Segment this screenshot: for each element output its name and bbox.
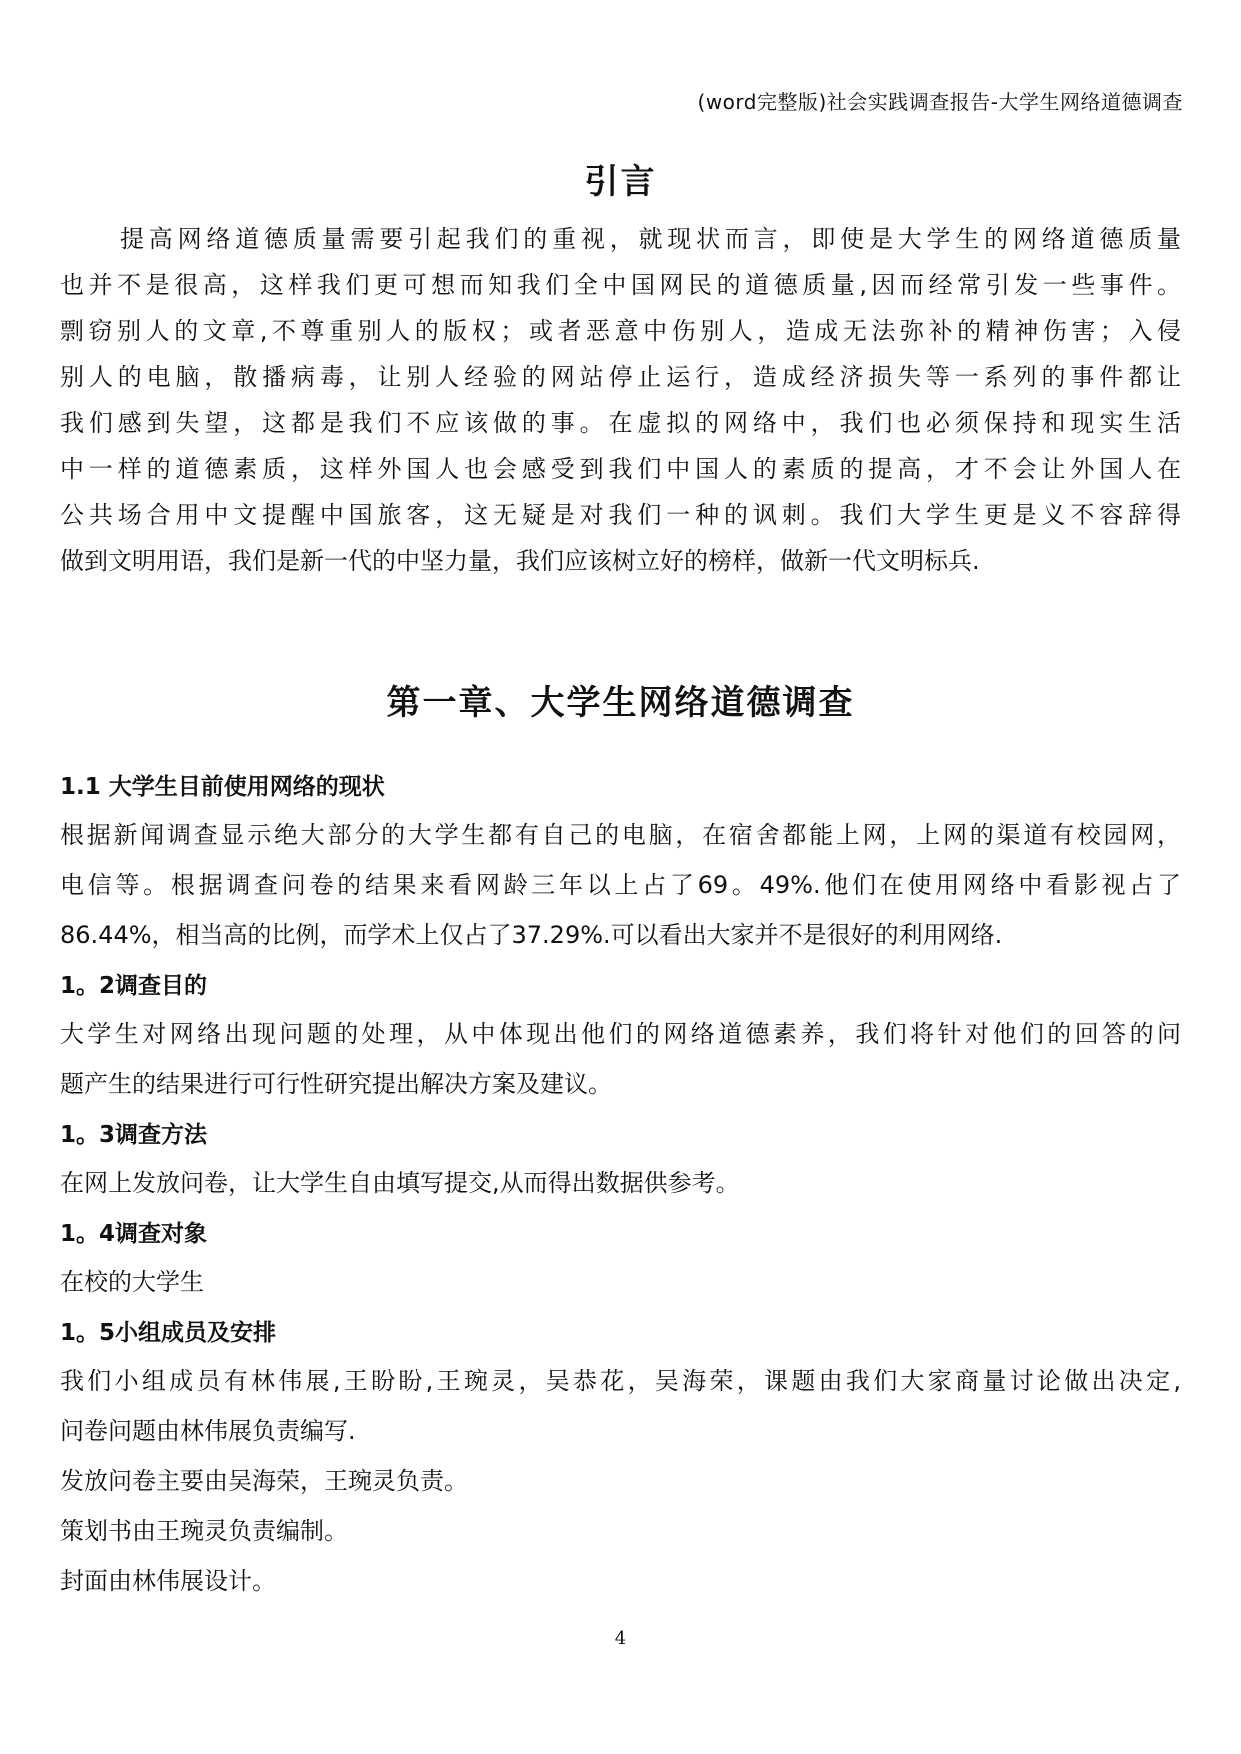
intro-paragraph-line: 也并不是很高，这样我们更可想而知我们全中国网民的道德质量,因而经常引发一些事件。: [60, 271, 1181, 299]
section-body-line: 我们小组成员有林伟展,王盼盼,王琬灵，吴恭花，吴海荣，课题由我们大家商量讨论做出决定,: [60, 1367, 1181, 1395]
intro-paragraph-line: 中一样的道德素质，这样外国人也会感受到我们中国人的素质的提高，才不会让外国人在: [60, 455, 1181, 483]
intro-title: 引言: [584, 162, 657, 202]
section-body-line: 电信等。根据调查问卷的结果来看网龄三年以上占了69。49%.他们在使用网络中看影视占了: [60, 871, 1181, 899]
intro-paragraph-line: 做到文明用语，我们是新一代的中坚力量，我们应该树立好的榜样，做新一代文明标兵.: [60, 547, 980, 575]
running-header: (word完整版)社会实践调查报告-大学生网络道德调查: [697, 90, 1183, 114]
section-heading: 1。2调查目的: [60, 973, 208, 999]
section-heading: 1。4调查对象: [60, 1221, 208, 1247]
section-body-line: 问卷问题由林伟展负责编写.: [60, 1417, 356, 1445]
intro-paragraph-line: 公共场合用中文提醒中国旅客，这无疑是对我们一种的讽刺。我们大学生更是义不容辞得: [60, 501, 1181, 529]
page-number: 4: [614, 1628, 627, 1649]
section-heading: 1。5小组成员及安排: [60, 1320, 277, 1346]
section-body-line: 发放问卷主要由吴海荣，王琬灵负责。: [60, 1467, 468, 1495]
intro-paragraph-line: 剽窃别人的文章,不尊重别人的版权；或者恶意中伤别人，造成无法弥补的精神伤害；入侵: [60, 317, 1181, 345]
intro-paragraph-line: 提高网络道德质量需要引起我们的重视，就现状而言，即使是大学生的网络道德质量: [120, 225, 1181, 253]
intro-paragraph-line: 我们感到失望，这都是我们不应该做的事。在虚拟的网络中，我们也必须保持和现实生活: [60, 409, 1181, 437]
section-body-line: 策划书由王琬灵负责编制。: [60, 1517, 348, 1545]
section-heading: 1。3调查方法: [60, 1122, 208, 1148]
section-body-line: 题产生的结果进行可行性研究提出解决方案及建议。: [60, 1070, 612, 1098]
section-body-line: 在校的大学生: [60, 1268, 204, 1296]
section-body-line: 封面由林伟展设计。: [60, 1567, 276, 1595]
section-body-line: 86.44%，相当高的比例，而学术上仅占了37.29%.可以看出大家并不是很好的利用网络.: [60, 921, 1003, 949]
section-body-line: 在网上发放问卷，让大学生自由填写提交,从而得出数据供参考。: [60, 1169, 740, 1197]
section-body-line: 大学生对网络出现问题的处理，从中体现出他们的网络道德素养，我们将针对他们的回答的问: [60, 1020, 1181, 1048]
intro-paragraph-line: 别人的电脑，散播病毒，让别人经验的网站停止运行，造成经济损失等一系列的事件都让: [60, 363, 1181, 391]
section-body-line: 根据新闻调查显示绝大部分的大学生都有自己的电脑，在宿舍都能上网，上网的渠道有校园网，: [60, 821, 1181, 849]
section-heading: 1.1 大学生目前使用网络的现状: [60, 774, 385, 800]
chapter-title: 第一章、大学生网络道德调查: [386, 683, 855, 723]
